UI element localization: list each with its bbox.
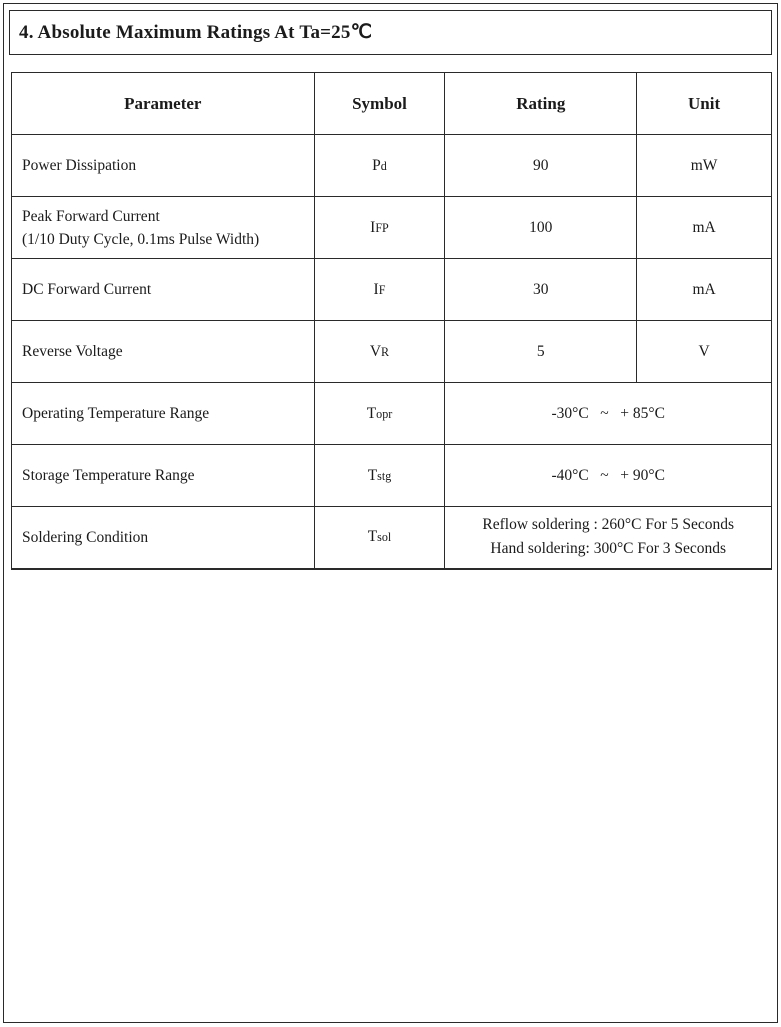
cell-unit: mA [637,259,772,321]
absolute-maximum-ratings-table [11,72,772,570]
section-title-box [9,10,772,55]
col-header-unit: Unit [637,73,772,135]
cell-parameter: Storage Temperature Range [12,445,315,507]
symbol-subscript: stg [377,468,392,483]
cell-parameter: DC Forward Current [12,259,315,321]
cell-unit: mW [637,135,772,197]
section-title: 4. Absolute Maximum Ratings At Ta=25℃ [19,22,373,43]
cell-rating-span: -40°C ~ + 90°C [445,445,772,507]
cell-parameter [12,197,315,259]
table-header-row [12,73,772,135]
parameter-line-2: (1/10 Duty Cycle, 0.1ms Pulse Width) [22,230,260,248]
table-row-power-dissipation [12,135,772,197]
cell-parameter: Soldering Condition [12,507,315,569]
table-row-reverse-voltage [12,321,772,383]
cell-parameter: Operating Temperature Range [12,383,315,445]
symbol-main: T [367,528,378,546]
cell-rating: 100 [445,197,637,259]
symbol-subscript: F [378,282,386,297]
rating-line-1: Reflow soldering : 260°C For 5 Seconds [482,516,735,534]
symbol-subscript: FP [375,220,389,235]
symbol-subscript: opr [376,406,393,421]
cell-parameter: Power Dissipation [12,135,315,197]
cell-unit: mA [637,197,772,259]
symbol-subscript: d [380,158,387,173]
cell-unit: V [637,321,772,383]
table-row-dc-forward-current [12,259,772,321]
symbol-main: T [367,466,378,484]
symbol-main: T [366,404,377,422]
symbol-main: V [369,342,382,360]
cell-symbol [314,507,445,569]
col-header-rating: Rating [445,73,637,135]
cell-symbol [314,259,445,321]
cell-symbol [314,445,445,507]
symbol-subscript: sol [377,530,392,545]
cell-symbol [314,383,445,445]
col-header-parameter: Parameter [12,73,315,135]
cell-symbol [314,135,445,197]
parameter-line-1: Peak Forward Current [22,207,160,225]
cell-rating-span [445,507,772,569]
cell-rating-span: -30°C ~ + 85°C [445,383,772,445]
cell-parameter: Reverse Voltage [12,321,315,383]
table-row-peak-forward-current [12,197,772,259]
cell-symbol [314,197,445,259]
table-row-soldering-condition [12,507,772,569]
rating-line-2: Hand soldering: 300°C For 3 Seconds [490,540,727,558]
cell-rating: 90 [445,135,637,197]
table-row-storage-temperature [12,445,772,507]
symbol-main: P [372,156,381,174]
cell-rating: 5 [445,321,637,383]
symbol-main: I [373,280,379,298]
datasheet-page [3,3,778,1023]
symbol-subscript: R [381,344,390,359]
col-header-symbol: Symbol [314,73,445,135]
cell-rating: 30 [445,259,637,321]
cell-symbol [314,321,445,383]
table-row-operating-temperature [12,383,772,445]
symbol-main: I [370,218,376,236]
